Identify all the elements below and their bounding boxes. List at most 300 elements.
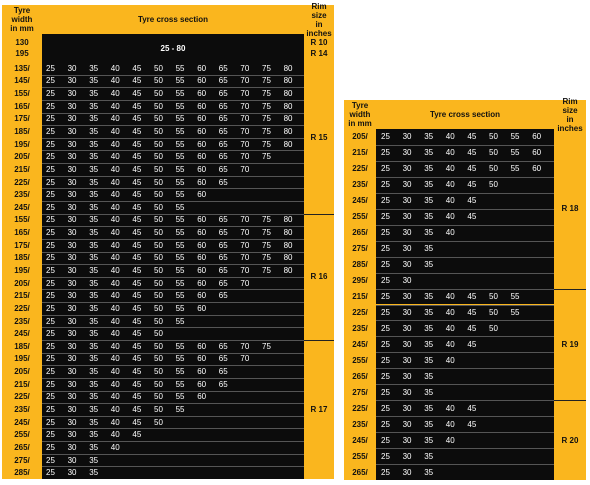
cross-section-cell: 25 xyxy=(381,228,390,238)
cross-section-cell: 30 xyxy=(402,292,412,301)
table-row xyxy=(344,305,586,321)
table-row xyxy=(344,432,586,448)
cross-section-cell: 25 xyxy=(46,101,55,111)
tyre-width-label: 245/ xyxy=(352,339,368,349)
tyre-width-label: 235/ xyxy=(352,419,368,429)
tyre-width-label: 255/ xyxy=(14,430,30,440)
table-row xyxy=(2,188,334,201)
cross-section-values xyxy=(376,257,554,273)
rim-size-label: R 20 xyxy=(561,435,579,445)
cross-section-cell: 70 xyxy=(240,101,250,111)
cross-section-cell: 35 xyxy=(89,316,99,326)
cross-section-values xyxy=(42,466,304,479)
special-rims xyxy=(304,34,334,62)
cross-section-values xyxy=(42,403,304,416)
tyre-width-label: 265/ xyxy=(352,371,368,381)
tyre-width-label: 155/ xyxy=(14,215,30,225)
cross-section-cell: 70 xyxy=(240,253,250,263)
cross-section-cell: 40 xyxy=(110,442,120,452)
cross-section-cell: 70 xyxy=(240,152,250,162)
cross-section-cell: 50 xyxy=(154,202,163,212)
row-separator xyxy=(42,428,304,429)
cross-section-cell: 25 xyxy=(46,379,55,389)
cross-section-values xyxy=(376,448,554,464)
cross-section-cell: 35 xyxy=(424,228,434,238)
cross-section-cell: 45 xyxy=(132,379,142,389)
cross-section-values xyxy=(42,315,304,328)
row-separator xyxy=(376,400,554,401)
cross-section-cell: 40 xyxy=(445,323,455,333)
cross-section-cell: 25 xyxy=(46,455,55,465)
row-separator xyxy=(376,257,554,258)
tyre-width-label: 245/ xyxy=(352,196,368,206)
tyre-width-label: 215/ xyxy=(14,291,30,301)
cross-section-cell: 30 xyxy=(67,404,77,414)
cross-section-cell: 35 xyxy=(89,404,99,414)
cross-section-cell: 55 xyxy=(175,139,185,149)
cross-section-cell: 50 xyxy=(154,253,163,263)
cross-section-cell: 30 xyxy=(67,76,77,86)
cross-section-cell: 40 xyxy=(110,152,120,162)
table-row xyxy=(344,464,586,480)
cross-section-cell: 65 xyxy=(218,101,228,111)
cross-section-cell: 30 xyxy=(402,276,412,286)
cross-section-cell: 45 xyxy=(132,177,142,187)
cross-section-cell: 75 xyxy=(262,114,271,124)
rim-group-divider xyxy=(304,214,334,215)
cross-section-cell: 55 xyxy=(175,190,185,200)
cross-section-cell: 40 xyxy=(110,354,120,364)
cross-section-cell: 40 xyxy=(445,228,455,238)
cross-section-cell: 30 xyxy=(67,253,77,263)
row-separator xyxy=(42,113,304,114)
cross-section-cell: 25 xyxy=(381,419,390,429)
cross-section-cell: 35 xyxy=(424,212,434,222)
tyre-width-label: 205/ xyxy=(14,278,30,288)
cross-section-cell: 50 xyxy=(154,215,163,225)
rim-size-label: R 16 xyxy=(310,272,328,282)
table-row xyxy=(2,226,334,239)
cross-section-values xyxy=(42,125,304,138)
row-separator xyxy=(376,241,554,242)
right-table-header xyxy=(344,96,586,133)
cross-section-cell: 45 xyxy=(132,265,142,275)
cross-section-values xyxy=(42,138,304,151)
row-separator xyxy=(42,327,304,328)
row-separator xyxy=(42,201,304,202)
tyre-width-label: 205/ xyxy=(352,132,368,142)
cross-section-values xyxy=(376,177,554,193)
cross-section-values xyxy=(376,336,554,352)
tyre-width-label: 225/ xyxy=(352,307,368,317)
cross-section-cell: 35 xyxy=(89,392,99,402)
cross-section-cell: 30 xyxy=(67,367,77,377)
cross-section-cell: 25 xyxy=(46,303,55,313)
cross-section-cell: 40 xyxy=(110,240,120,250)
cross-section-cell: 40 xyxy=(110,329,120,339)
rim-group-divider xyxy=(304,340,334,341)
cross-section-cell: 70 xyxy=(240,240,250,250)
cross-section-cell: 50 xyxy=(154,367,163,377)
cross-section-cell: 35 xyxy=(424,435,434,445)
cross-section-cell: 25 xyxy=(381,339,390,349)
cross-section-cell: 80 xyxy=(283,126,293,136)
table-row xyxy=(344,225,586,241)
tyre-width-label: 195/ xyxy=(14,265,30,275)
cross-section-cell: 40 xyxy=(445,339,455,349)
cross-section-cell: 30 xyxy=(67,177,77,187)
cross-section-cell: 30 xyxy=(67,114,77,124)
cross-section-header: Tyre cross section xyxy=(137,15,209,24)
cross-section-cell: 55 xyxy=(510,307,520,317)
table-row xyxy=(344,320,586,336)
cross-section-cell: 40 xyxy=(110,404,120,414)
row-separator xyxy=(42,340,304,341)
cross-section-cell: 65 xyxy=(218,114,228,124)
cross-section-values xyxy=(42,62,304,75)
cross-section-cell: 40 xyxy=(110,190,120,200)
tyre-width-label: 245/ xyxy=(14,329,30,339)
cross-section-cell: 45 xyxy=(467,180,477,190)
tyre-width-label: 165/ xyxy=(14,101,30,111)
cross-section-cell: 30 xyxy=(67,215,77,225)
table-row xyxy=(2,340,334,353)
cross-section-cell: 70 xyxy=(240,228,250,238)
cross-section-cell: 25 xyxy=(381,307,390,317)
cross-section-cell: 25 xyxy=(46,253,55,263)
cross-section-values xyxy=(42,454,304,467)
cross-section-cell: 35 xyxy=(89,253,99,263)
cross-section-cell: 35 xyxy=(424,260,434,270)
cross-section-cell: 40 xyxy=(110,101,120,111)
cross-section-cell: 25 xyxy=(46,228,55,238)
cross-section-cell: 70 xyxy=(240,63,250,73)
tyre-width-label: 225/ xyxy=(14,392,30,402)
cross-section-cell: 55 xyxy=(175,240,185,250)
cross-section-cell: 35 xyxy=(424,419,434,429)
tyre-width-label: 285/ xyxy=(352,260,368,270)
cross-section-cell: 35 xyxy=(424,244,434,254)
tyre-width-label: 185/ xyxy=(14,253,30,263)
cross-section-cell: 55 xyxy=(175,265,185,275)
cross-section-cell: 30 xyxy=(402,180,412,190)
row-separator xyxy=(42,277,304,278)
cross-section-cell: 55 xyxy=(175,126,185,136)
cross-section-cell: 55 xyxy=(175,101,185,111)
cross-section-cell: 30 xyxy=(67,228,77,238)
tyre-width-label: 235/ xyxy=(14,316,30,326)
cross-section-cell: 30 xyxy=(67,164,77,174)
cross-section-cell: 35 xyxy=(424,164,434,174)
cross-section-cell: 60 xyxy=(197,253,207,263)
cross-section-cell: 25 xyxy=(46,265,55,275)
cross-section-cell: 70 xyxy=(240,341,250,351)
cross-section-cell: 30 xyxy=(402,164,412,174)
cross-section-cell: 30 xyxy=(402,467,412,477)
cross-section-cell: 30 xyxy=(402,132,412,142)
table-row xyxy=(2,138,334,151)
cross-section-cell: 30 xyxy=(402,435,412,445)
table-row xyxy=(2,289,334,302)
cross-section-cell: 55 xyxy=(175,341,185,351)
tyre-width-label: 205/ xyxy=(14,152,30,162)
cross-section-cell: 25 xyxy=(46,152,55,162)
table-row xyxy=(344,289,586,305)
cross-section-cell: 35 xyxy=(424,467,434,477)
cross-section-cell: 45 xyxy=(132,291,142,301)
cross-section-cell: 75 xyxy=(262,126,271,136)
cross-section-cell: 80 xyxy=(283,228,293,238)
cross-section-cell: 25 xyxy=(46,190,55,200)
cross-section-cell: 40 xyxy=(110,177,120,187)
cross-section-cell: 45 xyxy=(132,354,142,364)
table-row xyxy=(2,252,334,265)
row-separator xyxy=(376,416,554,417)
cross-section-cell: 60 xyxy=(197,341,207,351)
cross-section-cell: 80 xyxy=(283,63,293,73)
cross-section-cell: 50 xyxy=(154,392,163,402)
table-row xyxy=(344,193,586,209)
tyre-width-label: 225/ xyxy=(352,403,368,413)
cross-section-cell: 25 xyxy=(46,430,55,440)
cross-section-cell: 75 xyxy=(262,101,271,111)
cross-section-cell: 75 xyxy=(262,228,271,238)
cross-section-values xyxy=(42,302,304,315)
tyre-width-label: 255/ xyxy=(352,451,368,461)
row-separator xyxy=(42,100,304,101)
cross-section-cell: 55 xyxy=(175,303,185,313)
cross-section-cell: 25 xyxy=(46,114,55,124)
cross-section-cell: 45 xyxy=(467,196,477,206)
cross-section-cell: 40 xyxy=(445,180,455,190)
cross-section-values xyxy=(42,87,304,100)
cross-section-values xyxy=(42,353,304,366)
cross-section-cell: 75 xyxy=(262,76,271,86)
row-separator xyxy=(376,384,554,385)
cross-section-cell: 60 xyxy=(197,164,207,174)
cross-section-cell: 65 xyxy=(218,152,228,162)
tyre-width-label: 205/ xyxy=(14,367,30,377)
cross-section-cell: 40 xyxy=(445,164,455,174)
cross-section-cell: 50 xyxy=(154,291,163,301)
table-row xyxy=(344,400,586,416)
cross-section-cell: 35 xyxy=(89,291,99,301)
table-row xyxy=(2,315,334,328)
cross-section-cell: 70 xyxy=(240,215,250,225)
rim-size-label: R 19 xyxy=(561,339,579,349)
row-separator xyxy=(376,177,554,178)
cross-section-cell: 30 xyxy=(402,419,412,429)
cross-section-cell: 60 xyxy=(197,101,207,111)
cross-section-values xyxy=(376,193,554,209)
cross-section-cell: 40 xyxy=(110,303,120,313)
cross-section-cell: 75 xyxy=(262,152,271,162)
cross-section-cell: 65 xyxy=(218,215,228,225)
cross-section-cell: 55 xyxy=(175,291,185,301)
cross-section-cell: 60 xyxy=(197,139,207,149)
tyre-width-label: 175/ xyxy=(14,114,30,124)
tyre-width-label: 145/ xyxy=(14,76,30,86)
cross-section-cell: 40 xyxy=(445,292,455,301)
tyre-width-label: 235/ xyxy=(14,404,30,414)
cross-section-cell: 25 xyxy=(46,139,55,149)
row-separator xyxy=(42,188,304,189)
tyre-width-label: 295/ xyxy=(352,276,368,286)
tyre-width-label: 265/ xyxy=(14,442,30,452)
cross-section-cell: 45 xyxy=(132,430,142,440)
cross-section-cell: 30 xyxy=(67,417,77,427)
cross-section-values xyxy=(42,163,304,176)
cross-section-cell: 45 xyxy=(132,228,142,238)
rim-r10: R 10 xyxy=(310,38,328,47)
cross-section-cell: 55 xyxy=(175,253,185,263)
cross-section-cell: 50 xyxy=(154,89,163,99)
cross-section-cell: 25 xyxy=(46,442,55,452)
cross-section-cell: 55 xyxy=(175,379,185,389)
special-range-value: 25 - 80 xyxy=(160,43,186,53)
row-separator xyxy=(376,368,554,369)
row-separator xyxy=(42,252,304,253)
cross-section-cell: 65 xyxy=(218,63,228,73)
cross-section-cell: 75 xyxy=(262,215,271,225)
cross-section-cell: 45 xyxy=(467,323,477,333)
cross-section-cell: 45 xyxy=(467,307,477,317)
table-row xyxy=(2,163,334,176)
cross-section-values xyxy=(376,384,554,400)
cross-section-cell: 25 xyxy=(381,355,390,365)
cross-section-cell: 25 xyxy=(381,196,390,206)
cross-section-cell: 25 xyxy=(46,329,55,339)
tyre-width-label: 215/ xyxy=(352,148,368,158)
cross-section-cell: 35 xyxy=(89,190,99,200)
cross-section-cell: 80 xyxy=(283,253,293,263)
cross-section-cell: 40 xyxy=(110,265,120,275)
cross-section-cell: 75 xyxy=(262,63,271,73)
cross-section-cell: 30 xyxy=(402,307,412,317)
cross-section-cell: 25 xyxy=(46,76,55,86)
cross-section-cell: 50 xyxy=(154,101,163,111)
cross-section-values xyxy=(376,352,554,368)
table-row xyxy=(2,87,334,100)
cross-section-cell: 30 xyxy=(402,403,412,413)
cross-section-cell: 40 xyxy=(110,253,120,263)
cross-section-values xyxy=(376,241,554,257)
cross-section-cell: 60 xyxy=(197,265,207,275)
cross-section-values xyxy=(42,327,304,340)
cross-section-cell: 40 xyxy=(110,228,120,238)
cross-section-cell: 65 xyxy=(218,354,228,364)
cross-section-values xyxy=(42,100,304,113)
cross-section-cell: 30 xyxy=(402,244,412,254)
cross-section-cell: 30 xyxy=(67,392,77,402)
tyre-width-label: 215/ xyxy=(14,379,30,389)
cross-section-cell: 75 xyxy=(262,253,271,263)
cross-section-cell: 35 xyxy=(424,451,434,461)
row-separator xyxy=(42,441,304,442)
cross-section-cell: 55 xyxy=(175,202,185,212)
cross-section-cell: 45 xyxy=(132,240,142,250)
cross-section-cell: 55 xyxy=(175,177,185,187)
cross-section-values xyxy=(376,209,554,225)
table-row xyxy=(344,129,586,145)
cross-section-cell: 25 xyxy=(46,63,55,73)
cross-section-cell: 25 xyxy=(381,323,390,333)
cross-section-cell: 35 xyxy=(89,101,99,111)
cross-section-cell: 35 xyxy=(89,152,99,162)
cross-section-cell: 45 xyxy=(132,101,142,111)
cross-section-cell: 55 xyxy=(175,76,185,86)
row-separator xyxy=(42,264,304,265)
table-row xyxy=(344,145,586,161)
cross-section-cell: 55 xyxy=(175,215,185,225)
cross-section-cell: 35 xyxy=(424,292,434,301)
tyre-width-header: Tyre width in mm xyxy=(10,6,34,33)
cross-section-cell: 45 xyxy=(132,303,142,313)
cross-section-cell: 30 xyxy=(402,323,412,333)
row-separator xyxy=(42,226,304,227)
cross-section-cell: 35 xyxy=(89,430,99,440)
cross-section-cell: 70 xyxy=(240,139,250,149)
table-row xyxy=(2,302,334,315)
cross-section-cell: 45 xyxy=(132,190,142,200)
cross-section-cell: 35 xyxy=(424,403,434,413)
table-row xyxy=(344,416,586,432)
cross-section-cell: 45 xyxy=(132,215,142,225)
cross-section-cell: 25 xyxy=(381,148,390,158)
table-row xyxy=(344,352,586,368)
row-separator xyxy=(42,75,304,76)
row-separator xyxy=(42,176,304,177)
tyre-width-label: 175/ xyxy=(14,240,30,250)
cross-section-cell: 65 xyxy=(218,89,228,99)
cross-section-cell: 80 xyxy=(283,240,293,250)
cross-section-cell: 50 xyxy=(154,126,163,136)
tyre-width-label: 255/ xyxy=(352,212,368,222)
cross-section-cell: 25 xyxy=(46,89,55,99)
row-separator xyxy=(376,225,554,226)
cross-section-cell: 25 xyxy=(46,354,55,364)
cross-section-cell: 45 xyxy=(132,253,142,263)
cross-section-cell: 50 xyxy=(489,323,498,333)
cross-section-cell: 45 xyxy=(132,316,142,326)
cross-section-values xyxy=(42,214,304,227)
cross-section-cell: 80 xyxy=(283,101,293,111)
cross-section-cell: 60 xyxy=(197,291,207,301)
cross-section-cell: 25 xyxy=(381,164,390,174)
cross-section-cell: 75 xyxy=(262,240,271,250)
cross-section-cell: 55 xyxy=(175,367,185,377)
cross-section-cell: 30 xyxy=(402,196,412,206)
cross-section-cell: 35 xyxy=(89,329,99,339)
cross-section-cell: 55 xyxy=(175,89,185,99)
cross-section-cell: 80 xyxy=(283,114,293,124)
cross-section-cell: 70 xyxy=(240,265,250,275)
row-separator xyxy=(42,353,304,354)
cross-section-cell: 25 xyxy=(46,417,55,427)
cross-section-cell: 25 xyxy=(46,367,55,377)
cross-section-cell: 35 xyxy=(424,180,434,190)
cross-section-cell: 60 xyxy=(197,76,207,86)
cross-section-cell: 25 xyxy=(381,435,390,445)
table-row xyxy=(344,209,586,225)
cross-section-cell: 35 xyxy=(89,265,99,275)
cross-section-cell: 50 xyxy=(489,148,498,158)
cross-section-values xyxy=(42,75,304,88)
cross-section-cell: 60 xyxy=(197,114,207,124)
cross-section-cell: 30 xyxy=(67,341,77,351)
tyre-width-label: 195/ xyxy=(14,139,30,149)
cross-section-cell: 30 xyxy=(67,63,77,73)
